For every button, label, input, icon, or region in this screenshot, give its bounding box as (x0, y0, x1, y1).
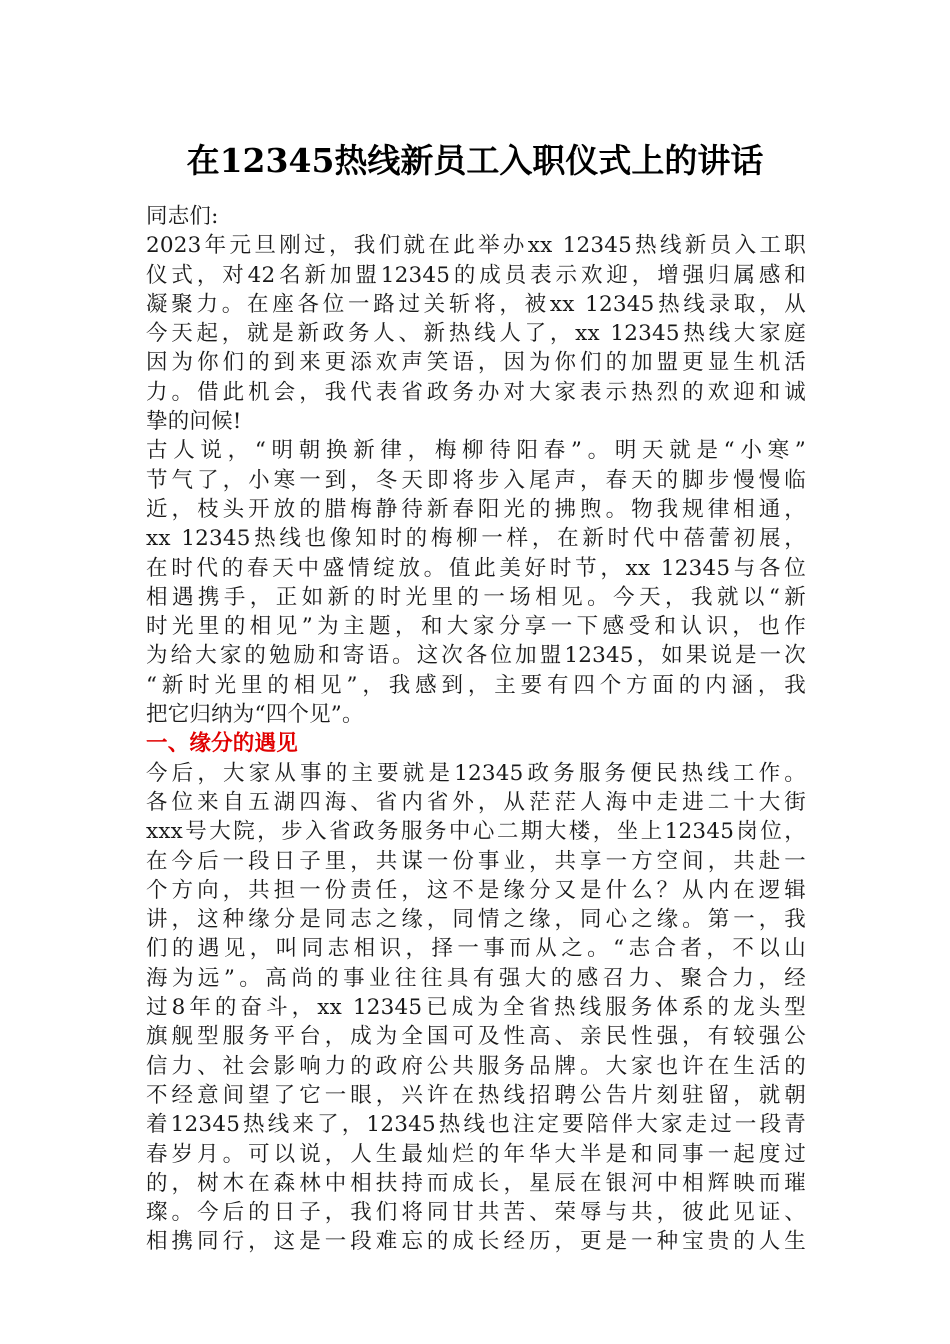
text-line: 璨。今后的日子，我们将同甘共苦、荣辱与共，彼此见证、 (146, 1200, 806, 1226)
text-line: 挚的问候! (146, 409, 242, 435)
text-line: xx 12345热线也像知时的梅柳一样，在新时代中蓓蕾初展， (146, 526, 806, 552)
text-line: “新时光里的相见”，我感到，主要有四个方面的内涵，我 (146, 672, 806, 698)
text-line: 春岁月。可以说，人生最灿烂的年华大半是和同事一起度过 (146, 1141, 806, 1167)
text-line: 把它归纳为“四个见”。 (146, 702, 364, 728)
text-line: 不经意间望了它一眼，兴许在热线招聘公告片刻驻留，就朝 (146, 1082, 806, 1108)
text-line: 个方向，共担一份责任，这不是缘分又是什么？从内在逻辑 (146, 877, 806, 903)
text-line: 的，树木在森林中相扶持而成长，星辰在银河中相辉映而璀 (146, 1170, 806, 1196)
text-line: 近，枝头开放的腊梅静待新春阳光的拂煦。物我规律相通， (146, 496, 806, 522)
text-line: 旗舰型服务平台，成为全国可及性高、亲民性强，有较强公 (146, 1024, 806, 1050)
text-line: 们的遇见，叫同志相识，择一事而从之。“志合者，不以山 (146, 936, 806, 962)
text-line: xxx号大院，步入省政务服务中心二期大楼，坐上12345岗位， (146, 819, 806, 845)
text-line: 今天起，就是新政务人、新热线人了，xx 12345热线大家庭 (146, 321, 806, 347)
paragraph-fate (146, 759, 806, 1257)
paragraph-welcome (146, 231, 806, 436)
text-line: 在今后一段日子里，共谋一份事业，共享一方空间，共赴一 (146, 848, 806, 874)
text-line: 节气了，小寒一到，冬天即将步入尾声，春天的脚步慢慢临 (146, 467, 806, 493)
text-line: 海为远”。高尚的事业往往具有强大的感召力、聚合力，经 (146, 965, 806, 991)
text-line: 力。借此机会，我代表省政务办对大家表示热烈的欢迎和诚 (146, 379, 806, 405)
text-line: 各位来自五湖四海、省内省外，从茫茫人海中走进二十大街 (146, 789, 806, 815)
document-title: 在12345热线新员工入职仪式上的讲话 (186, 141, 764, 180)
text-line: 信力、社会影响力的政府公共服务品牌。大家也许在生活的 (146, 1053, 806, 1079)
text-line: 古人说，“明朝换新律，梅柳待阳春”。明天就是“小寒” (146, 438, 806, 464)
text-line: 为给大家的勉励和寄语。这次各位加盟12345，如果说是一次 (146, 643, 806, 669)
text-line: 因为你们的到来更添欢声笑语，因为你们的加盟更显生机活 (146, 350, 806, 376)
paragraph-theme (146, 436, 806, 729)
text-line: 着12345热线来了，12345热线也注定要陪伴大家走过一段青 (146, 1112, 806, 1138)
section-heading: 一、缘分的遇见 (146, 731, 298, 757)
text-line: 今后，大家从事的主要就是12345政务服务便民热线工作。 (146, 760, 806, 786)
text-line: 2023年元旦刚过，我们就在此举办xx 12345热线新员入工职 (146, 233, 806, 259)
text-line: 相携同行，这是一段难忘的成长经历，更是一种宝贵的人生 (146, 1229, 806, 1255)
text-line: 讲，这种缘分是同志之缘，同情之缘，同心之缘。第一，我 (146, 907, 806, 933)
text-line: 时光里的相见”为主题，和大家分享一下感受和认识，也作 (146, 614, 806, 640)
text-line: 仪式，对42名新加盟12345的成员表示欢迎，增强归属感和 (146, 262, 806, 288)
text-line: 在时代的春天中盛情绽放。值此美好时节，xx 12345与各位 (146, 555, 806, 581)
text-line: 凝聚力。在座各位一路过关斩将，被xx 12345热线录取，从 (146, 291, 806, 317)
text-line: 相遇携手，正如新的时光里的一场相见。今天，我就以“新 (146, 584, 806, 610)
text-line: 过8年的奋斗，xx 12345已成为全省热线服务体系的龙头型 (146, 995, 806, 1021)
document-body (146, 202, 806, 1257)
greeting: 同志们: (146, 204, 219, 229)
